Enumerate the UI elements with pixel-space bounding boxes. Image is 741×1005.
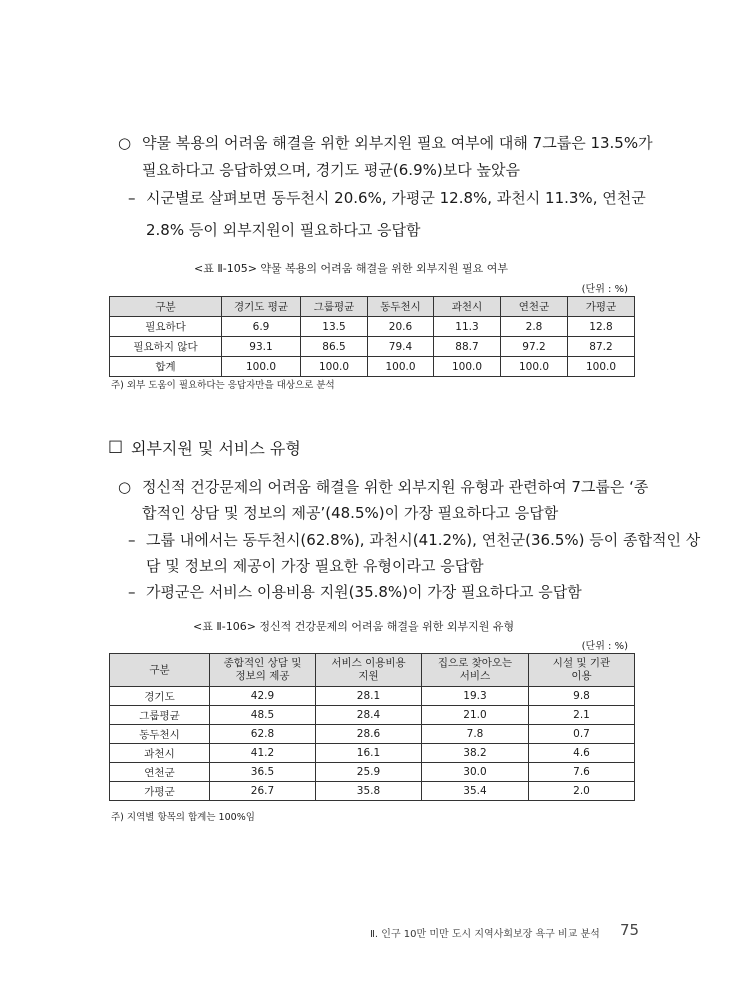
running-footer: Ⅱ. 인구 10만 미만 도시 지역사회보장 욕구 비교 분석 [370,929,600,940]
table-row [110,782,635,801]
table-cell: 26.7 [210,782,316,801]
bullet-dash: – [128,189,136,207]
header-cell: 경기도 평균 [222,297,301,317]
row-label: 합계 [110,357,222,377]
row-label: 동두천시 [110,725,210,744]
table-cell: 2.8 [501,317,568,337]
table-cell: 30.0 [422,763,529,782]
table-cell: 28.6 [316,725,422,744]
header-cell: 구분 [110,654,210,687]
table-cell: 100.0 [434,357,501,377]
row-label: 필요하지 않다 [110,337,222,357]
table-row [110,357,635,377]
bullet-dash: – [128,583,136,601]
header-cell: 구분 [110,297,222,317]
table-cell: 41.2 [210,744,316,763]
table-cell: 87.2 [568,337,635,357]
row-label: 과천시 [110,744,210,763]
row-label: 연천군 [110,763,210,782]
table-cell: 48.5 [210,706,316,725]
row-label: 그룹평균 [110,706,210,725]
table-header-row [110,654,635,687]
table-row [110,763,635,782]
table-cell: 25.9 [316,763,422,782]
paragraph-line: 합적인 상담 및 정보의 제공’(48.5%)이 가장 필요하다고 응답함 [142,504,559,522]
table-cell: 93.1 [222,337,301,357]
table-row [110,744,635,763]
header-cell: 연천군 [501,297,568,317]
table-cell: 7.8 [422,725,529,744]
table-cell: 0.7 [529,725,635,744]
paragraph-line: 약물 복용의 어려움 해결을 위한 외부지원 필요 여부에 대해 7그룹은 13.5%가 [142,134,653,152]
table-cell: 9.8 [529,687,635,706]
header-cell: 동두천시 [368,297,434,317]
table-cell: 28.1 [316,687,422,706]
table-cell: 86.5 [301,337,368,357]
paragraph-line: 그룹 내에서는 동두천시(62.8%), 과천시(41.2%), 연천군(36.5%) 등이 종합적인 상 [146,531,701,549]
bullet-circle: ○ [118,478,132,496]
table-cell: 38.2 [422,744,529,763]
table-row [110,687,635,706]
table-header-row [110,297,635,317]
table-cell: 35.4 [422,782,529,801]
row-label: 경기도 [110,687,210,706]
table-external-support-need [109,296,635,377]
table-cell: 42.9 [210,687,316,706]
page-number: 75 [620,921,640,939]
header-cell: 서비스 이용비용 지원 [316,654,422,687]
row-label: 필요하다 [110,317,222,337]
bullet-dash: – [128,531,136,549]
table-row [110,706,635,725]
table-cell: 2.0 [529,782,635,801]
bullet-circle: ○ [118,134,132,152]
table-unit: (단위 : %) [581,641,628,652]
table-unit: (단위 : %) [581,284,628,295]
section-square-icon: □ [108,436,124,455]
table-cell: 2.1 [529,706,635,725]
header-cell: 집으로 찾아오는 서비스 [422,654,529,687]
header-cell: 그룹평균 [301,297,368,317]
paragraph-line: 2.8% 등이 외부지원이 필요하다고 응답함 [146,221,421,239]
header-cell: 과천시 [434,297,501,317]
table-cell: 7.6 [529,763,635,782]
table-cell: 6.9 [222,317,301,337]
table-row [110,337,635,357]
header-cell: 시설 및 기관 이용 [529,654,635,687]
table-cell: 21.0 [422,706,529,725]
table-external-support-type [109,653,635,801]
table-cell: 28.4 [316,706,422,725]
table-cell: 100.0 [501,357,568,377]
section-heading: 외부지원 및 서비스 유형 [131,439,301,458]
table-cell: 12.8 [568,317,635,337]
paragraph-line: 정신적 건강문제의 어려움 해결을 위한 외부지원 유형과 관련하여 7그룹은 ‘종 [142,478,649,496]
table-cell: 100.0 [368,357,434,377]
table-cell: 35.8 [316,782,422,801]
table-note: 주) 외부 도움이 필요하다는 응답자만을 대상으로 분석 [111,380,335,391]
table-cell: 100.0 [222,357,301,377]
table-cell: 19.3 [422,687,529,706]
paragraph-line: 필요하다고 응답하였으며, 경기도 평균(6.9%)보다 높았음 [142,161,520,179]
table-cell: 97.2 [501,337,568,357]
header-cell: 가평군 [568,297,635,317]
table-cell: 79.4 [368,337,434,357]
table-cell: 36.5 [210,763,316,782]
table-cell: 11.3 [434,317,501,337]
table-cell: 4.6 [529,744,635,763]
table-cell: 13.5 [301,317,368,337]
table-cell: 16.1 [316,744,422,763]
header-cell: 종합적인 상담 및 정보의 제공 [210,654,316,687]
table-row [110,317,635,337]
table-caption: <표 Ⅱ-106> 정신적 건강문제의 어려움 해결을 위한 외부지원 유형 [193,620,515,633]
table-cell: 88.7 [434,337,501,357]
table-cell: 62.8 [210,725,316,744]
table-cell: 100.0 [568,357,635,377]
table-cell: 100.0 [301,357,368,377]
row-label: 가평군 [110,782,210,801]
table-caption: <표 Ⅱ-105> 약물 복용의 어려움 해결을 위한 외부지원 필요 여부 [194,262,509,275]
paragraph-line: 시군별로 살펴보면 동두천시 20.6%, 가평군 12.8%, 과천시 11.3%, 연천군 [146,189,646,207]
paragraph-line: 담 및 정보의 제공이 가장 필요한 유형이라고 응답함 [146,557,484,575]
table-note: 주) 지역별 항목의 합계는 100%임 [111,812,255,823]
paragraph-line: 가평군은 서비스 이용비용 지원(35.8%)이 가장 필요하다고 응답함 [146,583,582,601]
table-row [110,725,635,744]
table-cell: 20.6 [368,317,434,337]
